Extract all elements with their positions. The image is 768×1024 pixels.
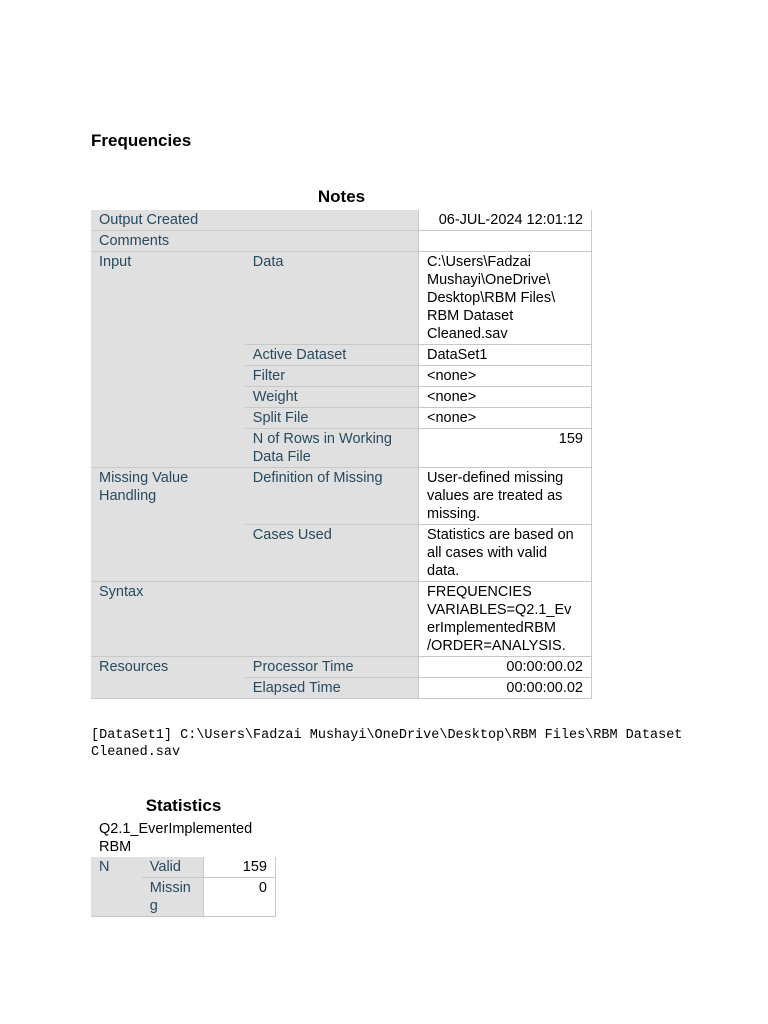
table-row (91, 657, 592, 678)
definition-missing-label: Definition of Missing (245, 468, 419, 525)
output-created-label: Output Created (91, 210, 419, 231)
statistics-variable-name: Q2.1_EverImplemented RBM (99, 821, 253, 855)
missing-handling-label: Missing Value Handling (91, 468, 245, 525)
valid-label: Valid (142, 857, 204, 878)
table-row (91, 345, 592, 366)
missing-label: Missin g (142, 878, 204, 917)
active-dataset-label: Active Dataset (245, 345, 419, 366)
table-row (91, 387, 592, 408)
syntax-value: FREQUENCIES VARIABLES=Q2.1_Ev erImplementedRBM /ORDER=ANALYSIS. (419, 582, 592, 657)
comments-value (419, 231, 592, 252)
table-row (91, 857, 276, 878)
table-row (91, 878, 276, 917)
notes-table (91, 210, 592, 699)
processor-time-value: 00:00:00.02 (419, 657, 592, 678)
syntax-label: Syntax (91, 582, 419, 657)
dataset-log-line: [DataSet1] C:\Users\Fadzai Mushayi\OneDrive\Desktop\RBM Files\RBM Dataset Cleaned.sav (91, 728, 691, 760)
table-row (91, 408, 592, 429)
table-row (91, 231, 592, 252)
table-row (91, 468, 592, 525)
split-file-label: Split File (245, 408, 419, 429)
n-label: N (91, 857, 142, 878)
weight-value: <none> (419, 387, 592, 408)
elapsed-time-label: Elapsed Time (245, 678, 419, 699)
table-row (91, 525, 592, 582)
data-label: Data (245, 252, 419, 345)
table-row (91, 678, 592, 699)
comments-label: Comments (91, 231, 419, 252)
input-label: Input (91, 252, 245, 345)
table-row (91, 252, 592, 345)
cases-used-label: Cases Used (245, 525, 419, 582)
n-rows-label: N of Rows in Working Data File (245, 429, 419, 468)
resources-label: Resources (91, 657, 245, 678)
active-dataset-value: DataSet1 (419, 345, 592, 366)
n-rows-value: 159 (419, 429, 592, 468)
split-file-value: <none> (419, 408, 592, 429)
statistics-caption: Statistics (145, 796, 222, 815)
page-title: Frequencies (91, 131, 192, 150)
statistics-table (91, 857, 276, 917)
definition-missing-value: User-defined missing values are treated as missing. (419, 468, 592, 525)
weight-label: Weight (245, 387, 419, 408)
elapsed-time-value: 00:00:00.02 (419, 678, 592, 699)
output-created-value: 06-JUL-2024 12:01:12 (419, 210, 592, 231)
table-row (91, 210, 592, 231)
missing-value: 0 (204, 878, 276, 917)
processor-time-label: Processor Time (245, 657, 419, 678)
table-row (91, 366, 592, 387)
filter-value: <none> (419, 366, 592, 387)
table-row (91, 429, 592, 468)
cases-used-value: Statistics are based on all cases with valid data. (419, 525, 592, 582)
filter-label: Filter (245, 366, 419, 387)
table-row (91, 582, 592, 657)
valid-value: 159 (204, 857, 276, 878)
data-value: C:\Users\Fadzai Mushayi\OneDrive\ Desktop\RBM Files\ RBM Dataset Cleaned.sav (419, 252, 592, 345)
notes-caption: Notes (317, 187, 366, 206)
